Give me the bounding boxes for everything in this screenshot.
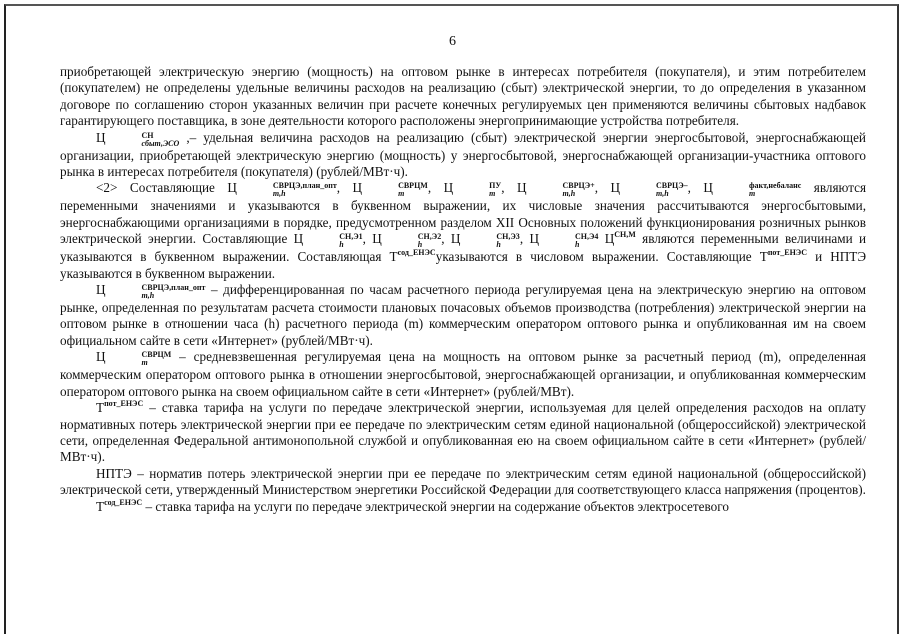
svrce-plan-def-text: – дифференцированная по часам расчетного периода регулируемая цена на электрическую энергию на оптовом рынке, определенная по результатам расчета стоимости плановых почасовых объемов производства (потребления) электрической энергии на оптовом рынке в отношении часа (h) расчетного периода (m) коммерческим оператором оптового рынка и опубликованная им на своем официальном сайте в сети «Интернет» (рублей/МВт·ч). [60,282,867,348]
symbol-c-sn-e2: Ц СН,Э2 h [372,231,442,250]
symbol-t-pot-enes: $Т^{пот\_ЕНЭС}$ [759,248,808,265]
symbol-c-sn-e4: Ц СН,Э4 h [529,231,599,250]
symbol-t-pot-def: $Т^{пот\_ЕНЭС}$ [96,399,144,416]
document-body [60,64,866,515]
symbol-c-sn-e3: Ц СН,Э3 h [450,231,520,250]
symbol-c-pu: Ц ПУ m [443,180,502,199]
symbol-t-sod-enes: $Т^{сод\_ЕНЭС}$ [389,248,436,265]
paragraph-note-2: <2> Составляющие Ц СВРЦЭ,план_опт m,h , Ц СВРЦМ m , Ц ПУ m , Ц СВРЦЭ+ m,h , Ц СВРЦЭ– m,h , Ц факт,небаланс m являются переменными значениями и указываются в буквенном выражении, их числовые значения рассчитываются энергосбытовыми, энергоснабжающими организациями в порядке, предусмотренном разделом XII Основных положений функционирования розничных рынков электрической энергии. Составляющие Ц СН,Э1 h , Ц СН,Э2 h , Ц СН,Э3 h , Ц СН,Э4 h $Ц^{СН,М}$ являются переменными величинами и указываются в буквенном выражении. Составляющая $Т^{сод\_ЕНЭС}указываются$ в числовом выражении. Составляющие $Т^{пот\_ЕНЭС}$ и НПТЭ указываются в буквенном выражении. [60,180,867,281]
symbol-c-svrcm: Ц СВРЦМ m [352,180,428,199]
note-text-3: указываются в числовом выражении. Составляющие [435,249,752,265]
note-lead: <2> Составляющие [96,180,215,196]
symbol-c-sn-sbyt: Ц СН сбыт,ЭСО [96,129,180,148]
symbol-c-svrce-plan: Ц СВРЦЭ,план_опт m,h [227,180,337,199]
paragraph-npte-def: НПТЭ – норматив потерь электрической энергии при ее передаче по электрическим сетям единой национальной (общероссийской) электрической сети, утвержденный Министерством энергетики Российской Федерации для соответствующего класса напряжения (процентов). [60,465,866,498]
symbol-t-sod-def: $Т^{сод\_ЕНЭС}$ [96,497,143,514]
svrcm-def-text: – средневзвешенная регулируемая цена на мощность на оптовом рынке за расчетный период (m), определенная коммерческим оператором оптового рынка в отношении энергосбытовой, энергоснабжающей организации, и опубликованная коммерческим оператором оптового рынка на своем официальном сайте в сети «Интернет» (рублей/МВт). [60,349,866,399]
symbol-c-svrcm-def: Ц СВРЦМ m [96,349,172,368]
symbol-c-svrce-minus: Ц СВРЦЭ– m,h [610,180,688,199]
symbol-c-sn-m: $Ц^{СН,М}$ [604,230,636,247]
symbol-c-fakt-nebalans: Ц факт,небаланс m [703,180,802,199]
symbol-c-sn-e1: Ц СН,Э1 h [293,231,363,250]
note-text-4: и НПТЭ указываются в буквенном выражении. [60,249,867,281]
paragraph-svrcm-def [60,349,866,400]
page-number: 6 [449,34,456,49]
paragraph-svrce-plan-def [60,282,866,349]
t-sod-def-text: – ставка тарифа на услуги по передаче электрической энергии на содержание объектов электросетевого [145,498,729,514]
paragraph-t-sod-def [60,499,866,515]
paragraph-continuation: приобретающей электрическую энергию (мощность) на оптовом рынке в интересах потребителя (покупателя), и этим потребителем (покупателем) не определены удельные величины расходов на реализацию (сбыт) электрической энергии, то до определения в указанном договоре по соглашению сторон указанных величин при расчете конечных регулируемых цен применяются величины сбытовых надбавок гарантирующего поставщика, в зоне деятельности которого расположены энергопринимающие устройства потребителя. [60,64,866,129]
note-text-2: являются переменными величинами и указываются в буквенном выражении. Составляющая [60,231,867,265]
paragraph-sbyt-eso [60,130,866,181]
symbol-c-svrce-plan-def: Ц СВРЦЭ,план_опт m,h [96,282,206,301]
paragraph-sbyt-eso-text: ,– удельная величина расходов на реализацию (сбыт) электрической энергии энергосбытовой, энергоснабжающей организации, приобретающей электрическую энергию (мощность) у энергосбытовой, энергоснабжающей организации-участника оптового рынка в интересах потребителя (покупателя) (рублей/МВт·ч). [60,129,866,180]
note-text-1: являются переменными значениями и указываются в буквенном выражении, их числовые значения рассчитываются энергосбытовыми, энергоснабжающими организациями в порядке, предусмотренном разделом XII Основных положений функционирования розничных рынков электрической энергии. Составляющие [60,180,867,247]
symbol-c-svrce-plus: Ц СВРЦЭ+ m,h [516,180,595,199]
paragraph-t-pot-def [60,400,866,466]
t-pot-def-text: – ставка тарифа на услуги по передаче электрической энергии, используемая для целей определения расходов на оплату нормативных потерь электрической энергии при ее передаче по электрическим сетям единой национальной (общероссийской) электрической сети, определенная Федеральной антимонопольной службой и опубликованная ею на своем официальном сайте в сети «Интернет» (рублей/МВт·ч). [60,400,867,465]
